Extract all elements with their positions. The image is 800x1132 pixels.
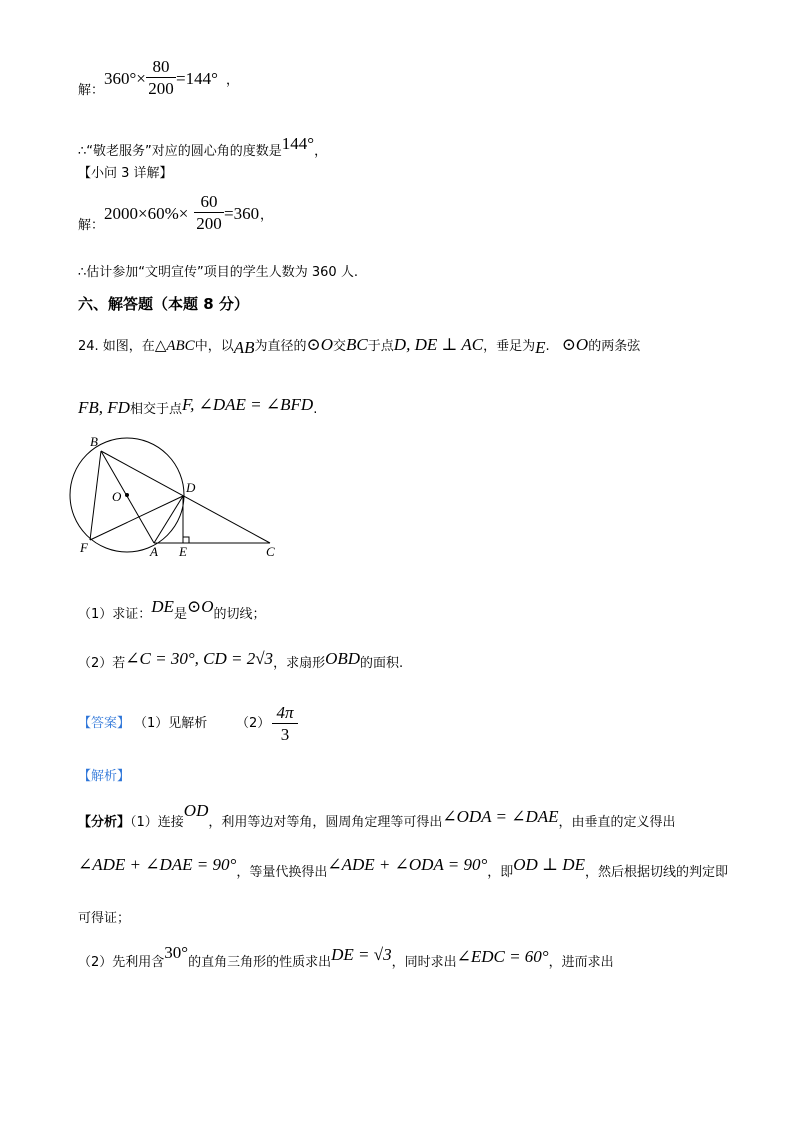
fraction-bar <box>194 212 224 213</box>
point-e: E <box>535 338 546 357</box>
denominator: 200 <box>196 214 222 233</box>
segment-de: DE <box>151 597 174 616</box>
angle-edc: ∠EDC = 60° <box>456 947 549 966</box>
text-segment: 于点 <box>367 339 394 354</box>
circle-o: ⊙O <box>306 335 334 354</box>
denominator: 3 <box>280 725 290 744</box>
analysis-line-4 <box>78 944 614 969</box>
circle-o: ⊙O <box>561 335 589 354</box>
center-point <box>125 493 129 497</box>
segment-bc: BC <box>346 335 368 354</box>
text-segment: ，进而求出 <box>548 955 614 970</box>
text-segment: （1）连接 <box>130 815 184 830</box>
problem-24-line-2 <box>78 396 317 416</box>
label-b: B <box>90 434 98 449</box>
answer-tag: 【答案】 <box>78 716 131 731</box>
text-segment: ，然后根据切线的判定即 <box>584 865 728 880</box>
numerator: 80 <box>152 57 170 76</box>
text-segment: 为直径的 <box>254 339 307 354</box>
given-condition: ∠C = 30°, CD = 2√3 <box>125 649 274 668</box>
problem-24-line-1 <box>78 336 640 356</box>
segment-fb <box>90 451 101 540</box>
numerator: 4π <box>276 703 294 722</box>
triangle-abc: △ABC <box>154 338 195 354</box>
text-segment: （1）求证： <box>78 607 152 622</box>
label-e: E <box>179 544 187 559</box>
segment-ba <box>101 451 154 543</box>
solution-prefix: 解： <box>78 83 105 98</box>
text-segment: 的面积. <box>360 656 404 671</box>
part-2 <box>78 650 403 670</box>
text-segment: （2）若 <box>78 656 126 671</box>
answer-part-1: （1）见解析 <box>134 716 208 731</box>
conclusion-value: 144° <box>281 134 315 153</box>
label-d: D <box>186 480 196 495</box>
de-value: DE = √3 <box>331 945 392 964</box>
angle-equation: ∠ODA = ∠DAE <box>442 807 559 826</box>
angle-condition: F, ∠DAE = ∠BFD <box>181 395 314 414</box>
analysis-line-1 <box>78 802 676 829</box>
sector-obd: OBD <box>325 649 361 668</box>
denominator: 200 <box>148 79 174 98</box>
label-f: F <box>80 540 88 555</box>
text-segment: ，求扇形 <box>273 656 326 671</box>
solution-3-line <box>78 193 308 243</box>
answer-part-2-prefix: （2） <box>236 716 271 731</box>
answer-line <box>78 703 338 746</box>
answer-fraction <box>272 704 298 743</box>
expression-left: 360°× <box>104 69 146 88</box>
circle-o: ⊙O <box>186 597 214 616</box>
question-3-heading: 【小问 3 详解】 <box>78 166 173 181</box>
text-segment: ，垂足为 <box>483 339 536 354</box>
conclusion-text: ∴“敬老服务”对应的圆心角的度数是 <box>78 144 282 159</box>
geometry-figure <box>68 432 288 562</box>
fraction <box>194 193 224 232</box>
text-segment: （2）先利用含 <box>78 955 165 970</box>
text-segment: . <box>313 402 318 417</box>
label-o: O <box>112 489 122 504</box>
segment-bc-line <box>101 451 270 543</box>
segment-ab: AB <box>233 338 255 357</box>
fraction-bar <box>146 77 176 78</box>
numerator: 60 <box>200 192 218 211</box>
text-segment: 是 <box>173 607 187 622</box>
figure-lines <box>70 438 270 552</box>
label-a: A <box>150 544 158 559</box>
condition-d-de: D, DE ⊥ AC <box>393 335 484 354</box>
expression-right: =360 <box>224 204 260 223</box>
text-segment: ，等量代换得出 <box>236 865 328 880</box>
text-segment: ，由垂直的定义得出 <box>558 815 676 830</box>
text-segment: . <box>545 339 550 354</box>
angle-30: 30° <box>164 943 189 962</box>
analysis-label: 【分析】 <box>78 815 131 830</box>
segment-od: OD <box>183 801 209 820</box>
comma: ， <box>260 208 274 223</box>
fraction <box>146 58 176 97</box>
expression-right: =144° <box>176 69 218 88</box>
text-segment: 的两条弦 <box>588 339 641 354</box>
part-1 <box>78 598 266 621</box>
text-segment: 的切线； <box>213 607 266 622</box>
analysis-tag: 【解析】 <box>78 769 131 784</box>
fraction-bar <box>272 723 298 724</box>
comma: ， <box>226 73 240 88</box>
text-segment: 的直角三角形的性质求出 <box>188 955 332 970</box>
section-heading: 六、解答题（本题 8 分） <box>78 295 249 313</box>
text-segment: 相交于点 <box>129 402 182 417</box>
conclusion-end: ， <box>314 144 328 159</box>
text-segment: 交 <box>333 339 347 354</box>
text-segment: ，同时求出 <box>391 955 457 970</box>
right-angle-mark <box>183 537 189 543</box>
analysis-line-2 <box>78 856 728 879</box>
text-segment: ，即 <box>487 865 514 880</box>
label-c: C <box>266 544 275 559</box>
solution-prefix: 解： <box>78 218 105 233</box>
text-segment: ，利用等边对等角，圆周角定理等可得出 <box>208 815 443 830</box>
problem-number-text: 24. 如图，在 <box>78 339 155 354</box>
analysis-line-3: 可得证； <box>78 911 131 926</box>
expression-left: 2000×60%× <box>104 204 189 223</box>
angle-sum-equation-2: ∠ADE + ∠ODA = 90° <box>327 855 488 874</box>
angle-sum-equation: ∠ADE + ∠DAE = 90° <box>78 855 237 874</box>
solution-2-line <box>78 58 278 108</box>
conclusion-2-line <box>78 135 327 158</box>
text-segment: 中，以 <box>194 339 234 354</box>
chords-fb-fd: FB, FD <box>78 398 130 417</box>
conclusion-3: ∴估计参加“文明宣传”项目的学生人数为 360 人. <box>78 265 358 280</box>
perpendicular-statement: OD ⊥ DE <box>513 855 585 874</box>
